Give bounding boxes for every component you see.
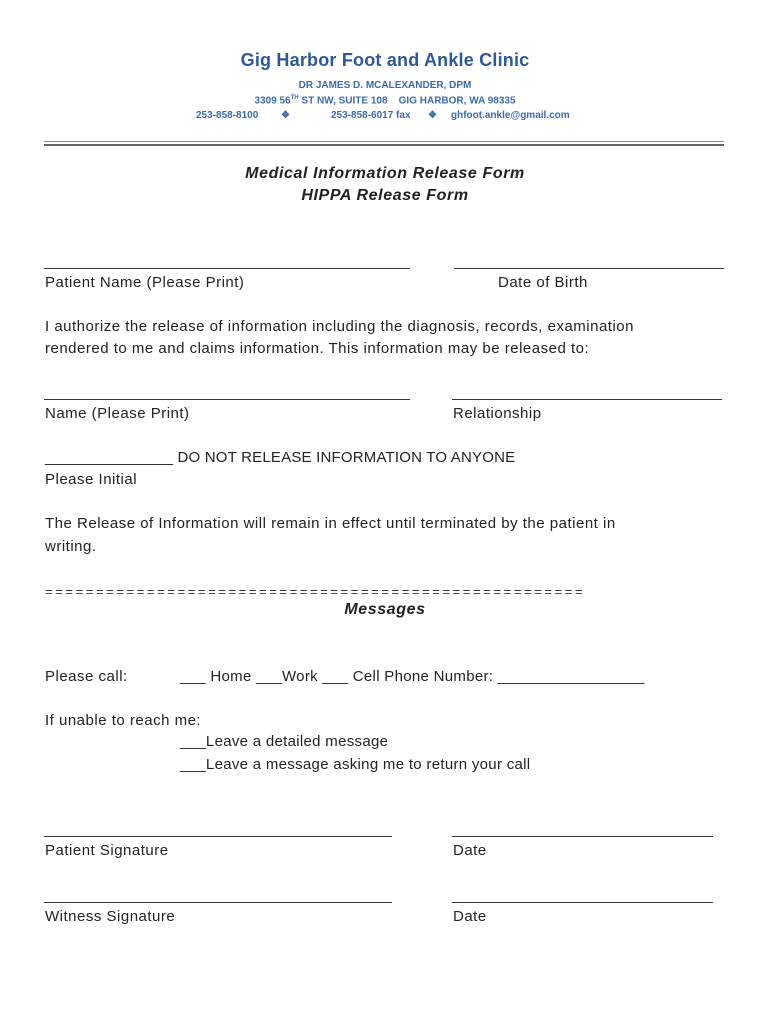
relationship-label: Relationship [453, 405, 542, 422]
address-suffix: TH [290, 95, 299, 101]
witness-date-line[interactable] [452, 902, 713, 903]
section-divider: ===================================================== [45, 584, 586, 599]
patient-name-label: Patient Name (Please Print) [45, 274, 245, 291]
doctor-name: DR JAMES D. MCALEXANDER, DPM [298, 80, 472, 91]
clinic-name: Gig Harbor Foot and Ankle Clinic [240, 50, 530, 70]
authorize-text-2: rendered to me and claims information. This information may be released to: [45, 340, 590, 357]
effect-text-2: writing. [45, 538, 97, 555]
recipient-name-line[interactable] [44, 399, 410, 400]
option-return-call[interactable]: ___Leave a message asking me to return your call [180, 756, 531, 773]
please-call-label: Please call: [45, 668, 128, 685]
do-not-release-initial[interactable]: _______________ DO NOT RELEASE INFORMATION TO ANYONE [45, 449, 516, 466]
dob-label: Date of Birth [498, 274, 588, 291]
phone-number: 253-858-8100 [196, 110, 259, 121]
patient-name-line[interactable] [44, 268, 410, 269]
header-rule-thick [44, 144, 724, 146]
address-number: 3309 56 [254, 95, 291, 107]
clinic-address [0, 95, 770, 106]
effect-text: The Release of Information will remain in effect until terminated by the patient in [45, 515, 616, 532]
header-rule [44, 141, 724, 142]
patient-signature-line[interactable] [44, 836, 392, 837]
separator-icon: ❖ [428, 110, 437, 121]
call-options[interactable]: ___ Home ___Work ___ Cell Phone Number: _________________ [180, 668, 645, 685]
patient-date-label: Date [453, 842, 487, 859]
email-address: ghfoot.ankle@gmail.com [451, 110, 570, 121]
witness-date-label: Date [453, 908, 487, 925]
authorize-text: I authorize the release of information including the diagnosis, records, examination [45, 318, 634, 335]
patient-date-line[interactable] [452, 836, 713, 837]
dob-line[interactable] [454, 268, 724, 269]
address-street: ST NW, SUITE 108 GIG HARBOR, WA 98335 [298, 95, 516, 107]
form-title: Medical Information Release Form [245, 165, 525, 182]
please-initial-label: Please Initial [45, 471, 138, 488]
messages-title: Messages [344, 601, 426, 618]
relationship-line[interactable] [452, 399, 722, 400]
witness-signature-line[interactable] [44, 902, 392, 903]
recipient-name-label: Name (Please Print) [45, 405, 190, 422]
witness-signature-label: Witness Signature [45, 908, 176, 925]
separator-icon: ❖ [281, 110, 290, 121]
form-subtitle: HIPPA Release Form [301, 187, 469, 204]
unable-label: If unable to reach me: [45, 712, 202, 729]
patient-signature-label: Patient Signature [45, 842, 169, 859]
fax-number: 253-858-6017 fax [331, 110, 411, 121]
option-detailed-message[interactable]: ___Leave a detailed message [180, 733, 389, 750]
